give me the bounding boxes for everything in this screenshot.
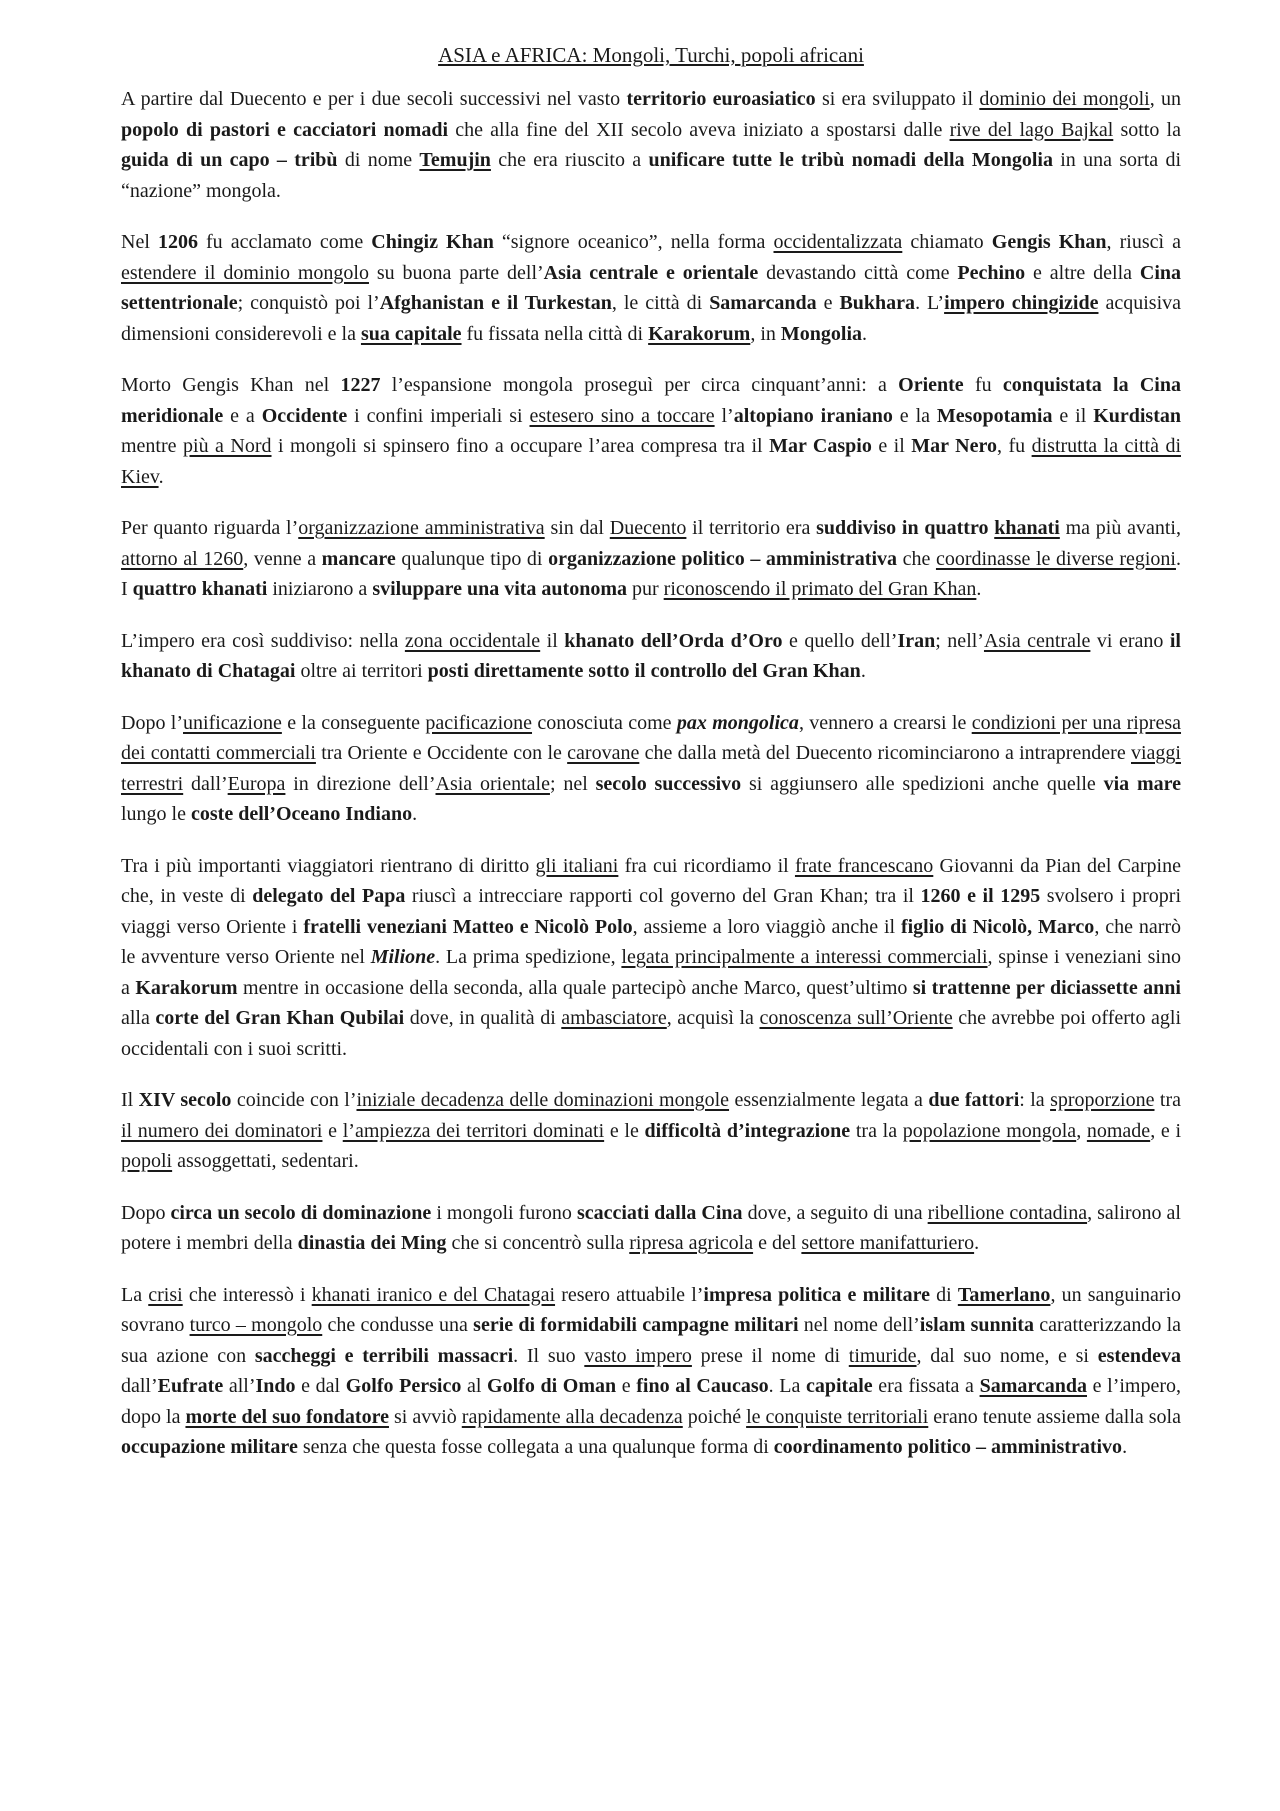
text-run: ; conquistò poi l’ xyxy=(237,292,380,314)
text-run-emphasis: Samarcanda xyxy=(979,1375,1087,1397)
text-run: . xyxy=(976,578,982,600)
text-run: dall’ xyxy=(121,1375,158,1397)
text-run-emphasis: occidentalizzata xyxy=(773,231,903,253)
text-run: erano tenute assieme dalla sola xyxy=(928,1405,1181,1428)
text-run: resero attuabile l’ xyxy=(555,1283,704,1306)
text-run-emphasis: unificazione xyxy=(183,711,282,734)
text-run: Morto Gengis Khan nel xyxy=(121,374,341,396)
text-run-emphasis: sviluppare una vita autonoma xyxy=(372,578,627,600)
text-run: che avrebbe poi offerto agli occidentali con i suoi scritti. xyxy=(121,1007,1181,1060)
text-run: alla xyxy=(121,1007,156,1029)
text-run-emphasis: l’ampiezza dei territori dominati xyxy=(342,1119,605,1142)
text-run-emphasis: il numero dei dominatori xyxy=(121,1119,323,1142)
text-run: l’ xyxy=(714,404,734,427)
text-run: , vennero a crearsi le xyxy=(798,711,972,734)
text-run-emphasis: corte del Gran Khan Qubilai xyxy=(155,1007,405,1029)
text-run: senza che questa fosse collegata a una qualunque forma di xyxy=(297,1436,774,1458)
text-run-emphasis: Bukhara xyxy=(839,292,916,314)
text-run: qualunque tipo di xyxy=(395,547,549,570)
text-run-emphasis: 1206 xyxy=(157,231,198,253)
text-run: fu fissata nella città di xyxy=(461,322,649,345)
text-run: , fu xyxy=(996,435,1032,457)
text-run-emphasis: attorno al 1260 xyxy=(121,547,244,570)
text-run: pur xyxy=(627,578,664,600)
text-run-emphasis: Golfo di Oman xyxy=(487,1375,617,1397)
text-run: all’ xyxy=(223,1375,256,1397)
text-run: , dal suo nome, e si xyxy=(916,1344,1098,1367)
text-run-emphasis: impresa politica e militare xyxy=(703,1283,930,1306)
text-run-emphasis: Duecento xyxy=(609,517,687,539)
text-run: , e i xyxy=(1150,1119,1181,1142)
text-run-emphasis: due fattori xyxy=(928,1089,1020,1111)
text-run: prese il nome di xyxy=(691,1344,849,1367)
text-run-emphasis: unificare tutte le tribù nomadi della Mongolia xyxy=(648,149,1053,171)
paragraph-dominio-mongolo xyxy=(121,84,1181,206)
text-run: , spinse i veneziani sino a xyxy=(121,946,1181,999)
text-run-emphasis: Golfo Persico xyxy=(345,1375,462,1397)
text-run-emphasis: dominio dei mongoli xyxy=(979,88,1150,110)
text-run: , salirono al potere i membri della xyxy=(121,1201,1181,1254)
text-run: Nel xyxy=(121,231,158,253)
text-run: ; nel xyxy=(549,772,596,795)
text-run: fu acclamato come xyxy=(197,231,372,253)
text-run: , un sanguinario sovrano xyxy=(121,1283,1182,1336)
text-run-emphasis: dinastia dei Ming xyxy=(297,1232,447,1254)
text-run: e altre della xyxy=(1025,261,1140,284)
text-run: ma più avanti, xyxy=(1059,517,1181,539)
text-run: Giovanni da Pian del Carpine che, in veste di xyxy=(121,854,1181,907)
text-run: dove, a seguito di una xyxy=(742,1201,928,1224)
text-run-emphasis: Asia orientale xyxy=(435,772,550,795)
text-run: e dal xyxy=(295,1375,346,1397)
text-run: : la xyxy=(1019,1089,1051,1111)
text-run: che xyxy=(897,547,936,570)
text-run-emphasis: posti direttamente sotto il controllo del Gran Khan xyxy=(427,660,861,682)
text-run-emphasis: saccheggi e terribili massacri xyxy=(254,1344,514,1367)
text-run: di nome xyxy=(337,149,420,171)
text-run-emphasis: estendere il dominio mongolo xyxy=(121,261,369,284)
text-run: e la conseguente xyxy=(281,711,426,734)
text-run: iniziarono a xyxy=(267,578,373,600)
text-run: il xyxy=(540,629,565,652)
text-run: , un xyxy=(1149,88,1182,110)
text-run: Dopo xyxy=(121,1201,171,1224)
text-run-emphasis: organizzazione amministrativa xyxy=(298,517,545,539)
text-run-emphasis: islam sunnita xyxy=(919,1314,1034,1336)
text-run-emphasis: zona occidentale xyxy=(404,629,541,652)
text-run: che si concentrò sulla xyxy=(446,1232,630,1254)
text-run-emphasis: conoscenza sull’Oriente xyxy=(759,1007,953,1029)
text-run: . I xyxy=(121,547,1181,600)
text-run-emphasis: Asia centrale e orientale xyxy=(543,261,759,284)
text-run: . xyxy=(158,465,164,488)
text-run-emphasis: Asia centrale xyxy=(983,629,1091,652)
text-run-emphasis: rapidamente alla decadenza xyxy=(461,1405,683,1428)
text-run: Il xyxy=(121,1089,139,1111)
text-run: ; nell’ xyxy=(935,629,984,652)
text-run-emphasis: khanati iranico e del Chatagai xyxy=(311,1283,556,1306)
text-run: tra xyxy=(1154,1089,1181,1111)
paragraph-espansione xyxy=(121,370,1181,492)
text-run-emphasis: Oriente xyxy=(898,374,964,396)
text-run-emphasis: altopiano iraniano xyxy=(733,404,893,427)
text-run: . Il suo xyxy=(513,1344,585,1367)
text-run: assoggettati, sedentari. xyxy=(172,1150,359,1172)
text-run-emphasis: carovane xyxy=(567,742,640,764)
text-run-emphasis: impero chingizide xyxy=(944,292,1099,314)
text-run-emphasis: timuride xyxy=(848,1344,917,1367)
text-run: , assieme a loro viaggiò anche il xyxy=(632,915,901,938)
text-run: su buona parte dell’ xyxy=(368,261,544,284)
text-run: i mongoli si spinsero fino a occupare l’area compresa tra il xyxy=(271,435,770,457)
text-run: e l’impero, dopo la xyxy=(121,1375,1182,1428)
paragraph-gengis-khan xyxy=(121,227,1181,349)
text-run: tra la xyxy=(850,1119,903,1142)
text-run-emphasis: occupazione militare xyxy=(121,1436,298,1458)
text-run: essenzialmente legata a xyxy=(729,1089,929,1111)
document-body xyxy=(121,84,1181,1463)
text-run: sin dal xyxy=(544,517,610,539)
text-run-emphasis: coordinamento politico – amministrativo xyxy=(773,1436,1123,1458)
text-run-emphasis: popoli xyxy=(121,1150,173,1172)
text-run: tra Oriente e Occidente con le xyxy=(315,742,568,764)
text-run-emphasis: secolo successivo xyxy=(595,772,742,795)
text-run: i confini imperiali si xyxy=(347,404,530,427)
text-run: riuscì a intrecciare rapporti col governo del Gran Khan; tra il xyxy=(405,885,921,907)
paragraph-decadenza xyxy=(121,1085,1181,1177)
text-run-emphasis: ambasciatore xyxy=(561,1007,667,1029)
text-run-emphasis: crisi xyxy=(148,1283,183,1306)
text-run: La xyxy=(121,1283,149,1306)
text-run-emphasis: capitale xyxy=(806,1375,873,1397)
document-title: ASIA e AFRICA: Mongoli, Turchi, popoli africani xyxy=(438,43,864,67)
text-run: che dalla metà del Duecento ricominciarono a intraprendere xyxy=(639,742,1131,764)
text-run-emphasis: morte del suo fondatore xyxy=(185,1405,389,1428)
text-run: e il xyxy=(1052,404,1094,427)
text-run: caratterizzando la sua azione con xyxy=(121,1314,1182,1367)
paragraph-viaggiatori xyxy=(121,851,1181,1065)
text-run: e quello dell’ xyxy=(782,629,898,652)
text-run: fu xyxy=(963,374,1003,396)
text-run-emphasis: legata principalmente a interessi commerciali xyxy=(621,946,988,968)
text-run-emphasis: organizzazione politico – amministrativa xyxy=(548,547,898,570)
text-run: Tra i più importanti viaggiatori rientrano di diritto xyxy=(121,854,536,877)
text-run-emphasis: vasto impero xyxy=(584,1344,692,1367)
text-run-emphasis: riconoscendo il primato del Gran Khan xyxy=(663,578,977,600)
text-run: , xyxy=(1076,1119,1087,1142)
paragraph-suddivisione-impero xyxy=(121,626,1181,687)
text-run-emphasis: viaggi terrestri xyxy=(121,742,1181,795)
text-run: “signore oceanico”, nella forma xyxy=(493,231,774,253)
text-run: dove, in qualità di xyxy=(404,1007,562,1029)
text-run: L’impero era così suddiviso: nella xyxy=(121,629,405,652)
text-run: Per quanto riguarda l’ xyxy=(121,517,299,539)
text-run: e xyxy=(616,1375,637,1397)
text-run: , che narrò le avventure verso Oriente nel xyxy=(121,915,1182,968)
text-run: e a xyxy=(223,404,262,427)
paragraph-pax-mongolica xyxy=(121,708,1181,830)
text-run-emphasis: iniziale decadenza delle dominazioni mongole xyxy=(356,1089,730,1111)
text-run-emphasis: Eufrate xyxy=(157,1375,224,1397)
text-run-emphasis: fino al Caucaso xyxy=(636,1375,769,1397)
text-run: , venne a xyxy=(243,547,322,570)
text-run-emphasis: Karakorum xyxy=(648,322,751,345)
text-run-emphasis: ribellione contadina xyxy=(927,1201,1088,1224)
text-run-emphasis: il khanato di Chatagai xyxy=(121,629,1181,682)
text-run-emphasis: turco – mongolo xyxy=(189,1314,323,1336)
text-run: acquisiva dimensioni considerevoli e la xyxy=(121,292,1181,345)
text-run-emphasis: gli italiani xyxy=(535,854,619,877)
text-run: . La xyxy=(768,1375,806,1397)
text-run-emphasis: Kurdistan xyxy=(1093,404,1181,427)
text-run-emphasis: estendeva xyxy=(1097,1344,1182,1367)
text-run-emphasis: Tamerlano xyxy=(957,1283,1051,1306)
text-run: lungo le xyxy=(121,803,191,825)
text-run: , le città di xyxy=(611,292,710,314)
text-run-emphasis: difficoltà d’integrazione xyxy=(644,1119,851,1142)
text-run: conosciuta come xyxy=(532,711,677,734)
text-run: e le xyxy=(604,1119,645,1142)
paragraph-dinastia-ming xyxy=(121,1198,1181,1259)
text-run: e la xyxy=(892,404,937,427)
text-run-emphasis: settore manifatturiero xyxy=(801,1232,975,1254)
text-run: svolsero i propri viaggi verso Oriente i xyxy=(121,885,1182,938)
text-run-emphasis: Temujin xyxy=(419,149,491,171)
text-run-emphasis: più a Nord xyxy=(183,435,272,457)
text-run-emphasis: via mare xyxy=(1103,772,1182,795)
text-run: si avviò xyxy=(388,1405,462,1428)
text-run-emphasis: guida di un capo – tribù xyxy=(121,149,338,171)
text-run-emphasis: condizioni per una ripresa dei contatti commerciali xyxy=(121,711,1182,764)
text-run-emphasis: Indo xyxy=(255,1375,296,1397)
text-run-emphasis: serie di formidabili campagne militari xyxy=(473,1314,799,1336)
text-run: . xyxy=(860,660,866,682)
text-run: mentre xyxy=(121,435,184,457)
text-run-emphasis: 1227 xyxy=(340,374,381,396)
text-run-emphasis: figlio di Nicolò, Marco xyxy=(900,915,1095,938)
text-run: che interessò i xyxy=(182,1283,312,1306)
text-run: . La prima spedizione, xyxy=(435,946,622,968)
text-run: di xyxy=(929,1283,958,1306)
document-page xyxy=(121,40,1181,1484)
text-run: , in xyxy=(750,322,781,345)
paragraph-organizzazione xyxy=(121,513,1181,605)
text-run: . xyxy=(862,322,868,345)
text-run-emphasis: quattro khanati xyxy=(132,578,268,600)
text-run: e il xyxy=(871,435,912,457)
text-run: devastando città come xyxy=(758,261,958,284)
text-run-emphasis: Europa xyxy=(227,772,286,795)
text-run: che condusse una xyxy=(322,1314,474,1336)
text-run: si aggiunsero alle spedizioni anche quelle xyxy=(741,772,1104,795)
text-run: fra cui ricordiamo il xyxy=(618,854,795,877)
text-run: che era riuscito a xyxy=(490,149,649,171)
text-run: coincide con l’ xyxy=(231,1089,357,1111)
text-run: poiché xyxy=(682,1405,747,1428)
text-run: . xyxy=(412,803,418,825)
text-run-emphasis: pax mongolica xyxy=(676,711,799,734)
text-run-emphasis: Mongolia xyxy=(780,322,863,345)
text-run-emphasis: pacificazione xyxy=(425,711,533,734)
text-run: e xyxy=(322,1119,343,1142)
text-run: Dopo l’ xyxy=(121,711,184,734)
text-run: nel nome dell’ xyxy=(798,1314,920,1336)
text-run-emphasis: circa un secolo di dominazione xyxy=(170,1201,432,1224)
text-run: . L’ xyxy=(915,292,945,314)
text-run: i mongoli furono xyxy=(431,1201,577,1224)
text-run-emphasis: khanato dell’Orda d’Oro xyxy=(564,629,783,652)
text-run-emphasis: sua capitale xyxy=(360,322,462,345)
text-run: . xyxy=(974,1232,980,1254)
text-run-emphasis: ripresa agricola xyxy=(629,1232,754,1254)
text-run: si era sviluppato il xyxy=(815,88,980,110)
text-run-emphasis: distrutta la città di Kiev xyxy=(121,435,1181,488)
text-run-emphasis: fratelli veneziani Matteo e Nicolò Polo xyxy=(303,915,633,938)
text-run-emphasis: Mar Caspio xyxy=(769,435,872,457)
text-run-emphasis: XIV secolo xyxy=(138,1089,232,1111)
text-run: in direzione dell’ xyxy=(285,772,436,795)
text-run: chiamato xyxy=(902,231,992,253)
text-run-emphasis: Gengis Khan xyxy=(991,231,1107,253)
text-run-emphasis: suddiviso in quattro xyxy=(816,517,995,539)
text-run-emphasis: sproporzione xyxy=(1050,1089,1155,1111)
text-run: sotto la xyxy=(1113,118,1181,141)
text-run: , acquisì la xyxy=(666,1007,760,1029)
text-run-emphasis: Samarcanda xyxy=(709,292,817,314)
text-run: e del xyxy=(753,1232,802,1254)
text-run-emphasis: estesero sino a toccare xyxy=(529,404,715,427)
text-run-emphasis: frate francescano xyxy=(794,854,934,877)
text-run-emphasis: mancare xyxy=(321,547,396,570)
text-run-emphasis: Cina settentrionale xyxy=(121,261,1181,314)
text-run-emphasis: Occidente xyxy=(261,404,348,427)
text-run: vi erano xyxy=(1090,629,1170,652)
text-run-emphasis: Karakorum xyxy=(135,976,238,999)
text-run-emphasis: Chingiz Khan xyxy=(371,231,494,253)
text-run-emphasis: coste dell’Oceano Indiano xyxy=(191,803,413,825)
text-run-emphasis: conquistata la Cina meridionale xyxy=(121,374,1181,427)
text-run-emphasis: popolo di pastori e cacciatori nomadi xyxy=(121,118,449,141)
text-run-emphasis: Mar Nero xyxy=(911,435,997,457)
text-run: il territorio era xyxy=(686,517,817,539)
text-run: A partire dal Duecento e per i due secoli successivi nel vasto xyxy=(121,88,627,110)
text-run-emphasis: si trattenne per diciassette anni xyxy=(912,976,1181,999)
text-run: e xyxy=(816,292,840,314)
text-run-emphasis: delegato del Papa xyxy=(252,885,406,907)
text-run-emphasis: territorio euroasiatico xyxy=(626,88,816,110)
text-run-emphasis: khanati xyxy=(994,517,1060,539)
text-run-emphasis: Milione xyxy=(370,946,436,968)
text-run-emphasis: le conquiste territoriali xyxy=(746,1405,929,1428)
text-run-emphasis: coordinasse le diverse regioni xyxy=(935,547,1176,570)
text-run-emphasis: rive del lago Bajkal xyxy=(949,118,1114,141)
text-run-emphasis: scacciati dalla Cina xyxy=(576,1201,743,1224)
text-run-emphasis: 1260 e il 1295 xyxy=(920,885,1041,907)
text-run: mentre in occasione della seconda, alla quale partecipò anche Marco, quest’ultimo xyxy=(237,976,913,999)
text-run: oltre ai territori xyxy=(295,660,428,682)
text-run-emphasis: Pechino xyxy=(957,261,1026,284)
text-run: dall’ xyxy=(183,772,228,795)
text-run: in una sorta di “nazione” mongola. xyxy=(121,149,1181,202)
text-run: . xyxy=(1122,1436,1128,1458)
paragraph-tamerlano xyxy=(121,1280,1181,1463)
text-run-emphasis: nomade xyxy=(1086,1119,1151,1142)
text-run: che alla fine del XII secolo aveva iniziato a spostarsi dalle xyxy=(448,118,950,141)
text-run-emphasis: Iran xyxy=(897,629,936,652)
text-run-emphasis: popolazione mongola xyxy=(902,1119,1077,1142)
text-run: , riuscì a xyxy=(1106,231,1181,253)
text-run-emphasis: Mesopotamia xyxy=(936,404,1053,427)
text-run: al xyxy=(461,1375,488,1397)
text-run-emphasis: Afghanistan e il Turkestan xyxy=(379,292,612,314)
text-run: era fissata a xyxy=(872,1375,980,1397)
text-run: l’espansione mongola proseguì per circa cinquant’anni: a xyxy=(380,374,899,396)
